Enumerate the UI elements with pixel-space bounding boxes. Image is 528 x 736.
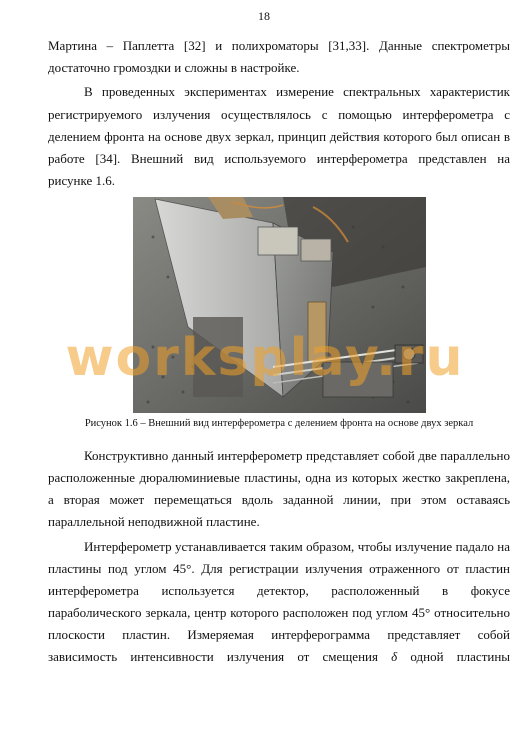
text-line: рисунке 1.6. (48, 173, 116, 188)
text-line: а вторая может перемещаться вдоль заданной линии, при этом оставаясь (48, 492, 510, 507)
figure-caption: Рисунок 1.6 – Внешний вид интерферометра с делением фронта на основе двух зеркал (84, 418, 474, 429)
text-line: пластины под углом 45°. Для регистрации излучения отраженного от пластин (48, 561, 510, 576)
text-line: Мартина – Паплетта [32] и полихроматоры [31,33]. Данные спектрометры (48, 38, 510, 53)
text-line: Интерферометр устанавливается таким образом, чтобы излучение падало на (84, 539, 510, 554)
text-line: интерферометра используется детектор, расположенный в фокусе (48, 583, 510, 598)
delta-symbol: δ (391, 649, 398, 664)
text-line: делением фронта на основе двух зеркал, принцип действия которого был описан в (48, 129, 510, 144)
text-span: одной пластины (410, 649, 511, 664)
watermark: worksplay.ru (65, 328, 465, 388)
text-line: работе [34]. Внешний вид используемого интерферометра представлен на (48, 151, 510, 166)
page-number: 18 (258, 9, 270, 23)
text-line: В проведенных экспериментах измерение спектральных характеристик (84, 84, 510, 99)
text-line: параллельной неподвижной пластине. (48, 514, 260, 529)
text-line (48, 648, 510, 666)
text-span: зависимость интенсивности излучения от смещения (48, 649, 378, 664)
text-line: достаточно громоздки и сложны в настройке. (48, 60, 300, 75)
interferometer-photo (133, 197, 426, 413)
text-line: параболического зеркала, центр которого расположен под углом 45° относительно (48, 605, 510, 620)
text-line: расположенные дюралюминиевые пластины, одна из которых жестко закреплена, (48, 470, 510, 485)
text-line: плоскости пластин. Измеряемая интерферограмма представляет собой (48, 627, 510, 642)
text-line: регистрируемого излучения осуществлялось с помощью интерферометра с (48, 107, 510, 122)
text-line: Конструктивно данный интерферометр представляет собой две параллельно (84, 448, 510, 463)
